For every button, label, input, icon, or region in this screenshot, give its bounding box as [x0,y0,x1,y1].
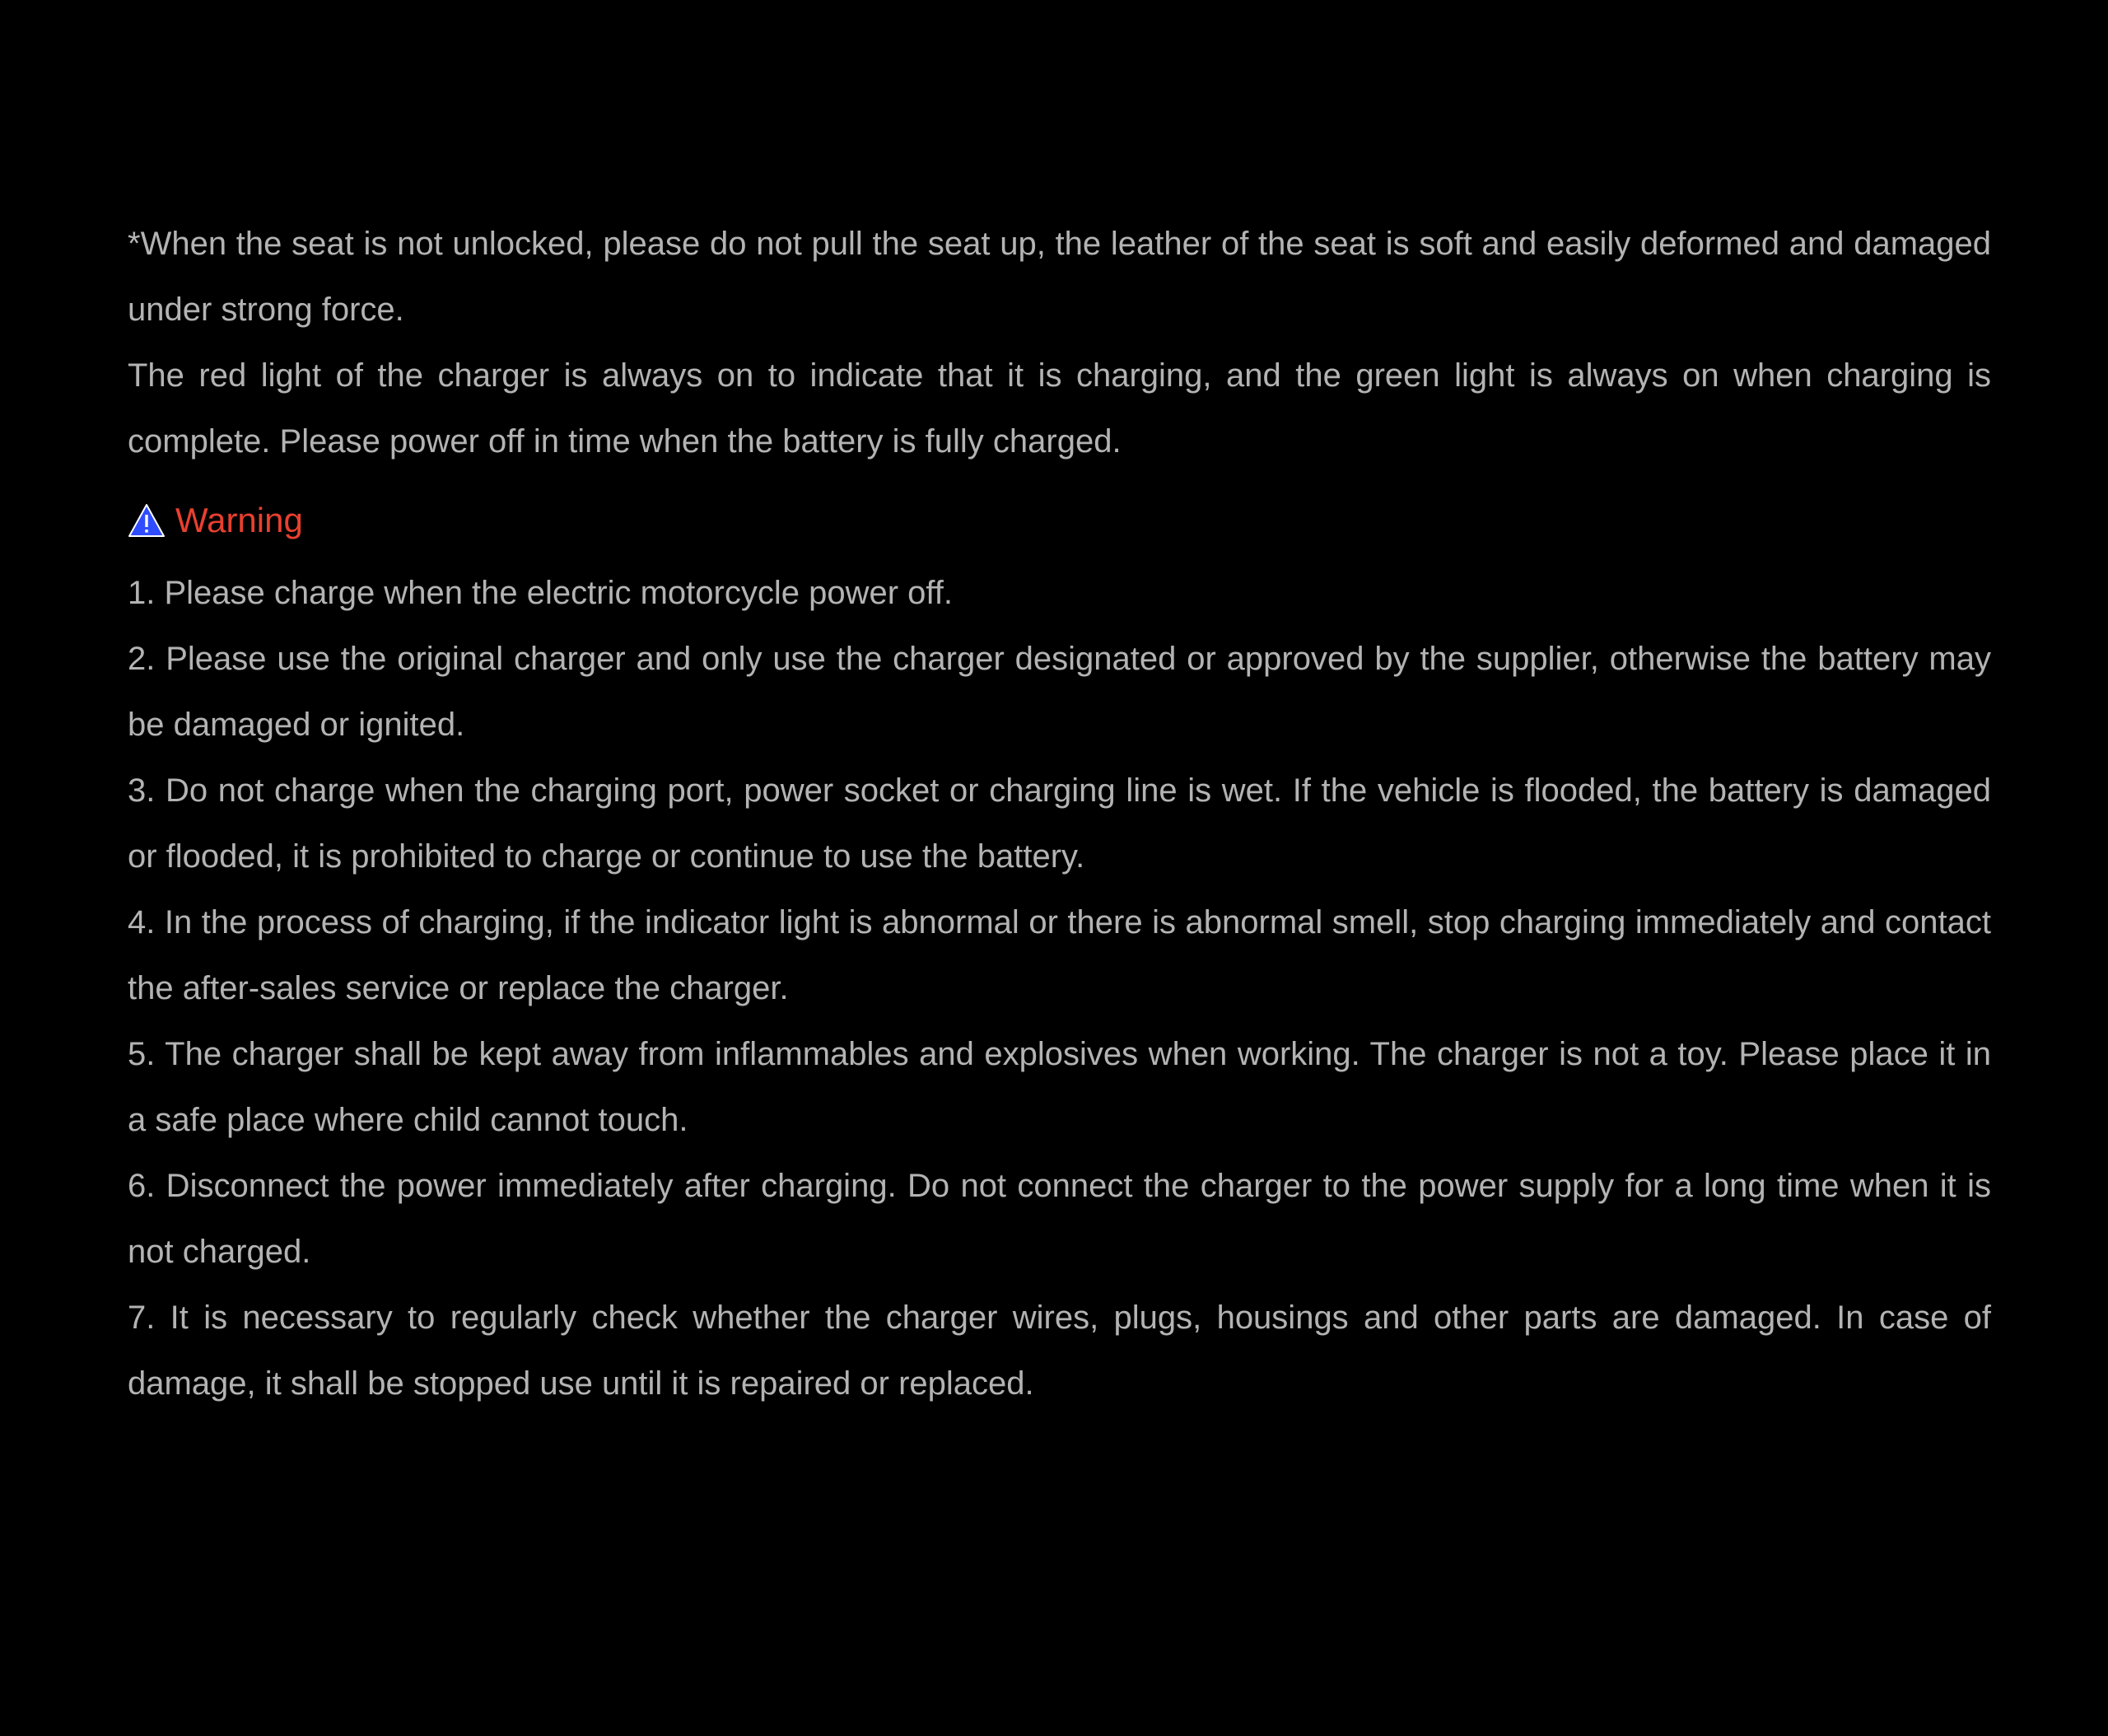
warning-item-2: 2. Please use the original charger and only use the charger designated or approved by the supplier, otherwise the battery may be damaged or ignited. [128,641,1991,743]
document-body [128,211,1991,1416]
seat-note: *When the seat is not unlocked, please do not pull the seat up, the leather of the seat is soft and easily deformed and damaged under strong force. [128,226,1991,328]
warning-heading [128,496,1991,545]
warning-item-1: 1. Please charge when the electric motorcycle power off. [128,575,953,611]
warning-list [128,560,1991,1416]
warning-item-5: 5. The charger shall be kept away from inflammables and explosives when working. The charger is not a toy. Please place it in a safe place where child cannot touch. [128,1036,1991,1138]
warning-item-3: 3. Do not charge when the charging port, power socket or charging line is wet. If the vehicle is flooded, the battery is damaged or flooded, it is prohibited to charge or continue to use the battery. [128,772,1991,875]
warning-item-6: 6. Disconnect the power immediately after charging. Do not connect the charger to the power supply for a long time when it is not charged. [128,1168,1991,1270]
warning-title: Warning [175,501,303,539]
warning-item-7: 7. It is necessary to regularly check whether the charger wires, plugs, housings and other parts are damaged. In case of damage, it shall be stopped use until it is repaired or replaced. [128,1300,1991,1402]
charger-light-note: The red light of the charger is always on to indicate that it is charging, and the green light is always on when charging is complete. Please power off in time when the battery is fully charged. [128,357,1991,460]
warning-item-4: 4. In the process of charging, if the indicator light is abnormal or there is abnormal smell, stop charging immediately and contact the after-sales service or replace the charger. [128,904,1991,1006]
warning-triangle-icon [128,503,175,538]
